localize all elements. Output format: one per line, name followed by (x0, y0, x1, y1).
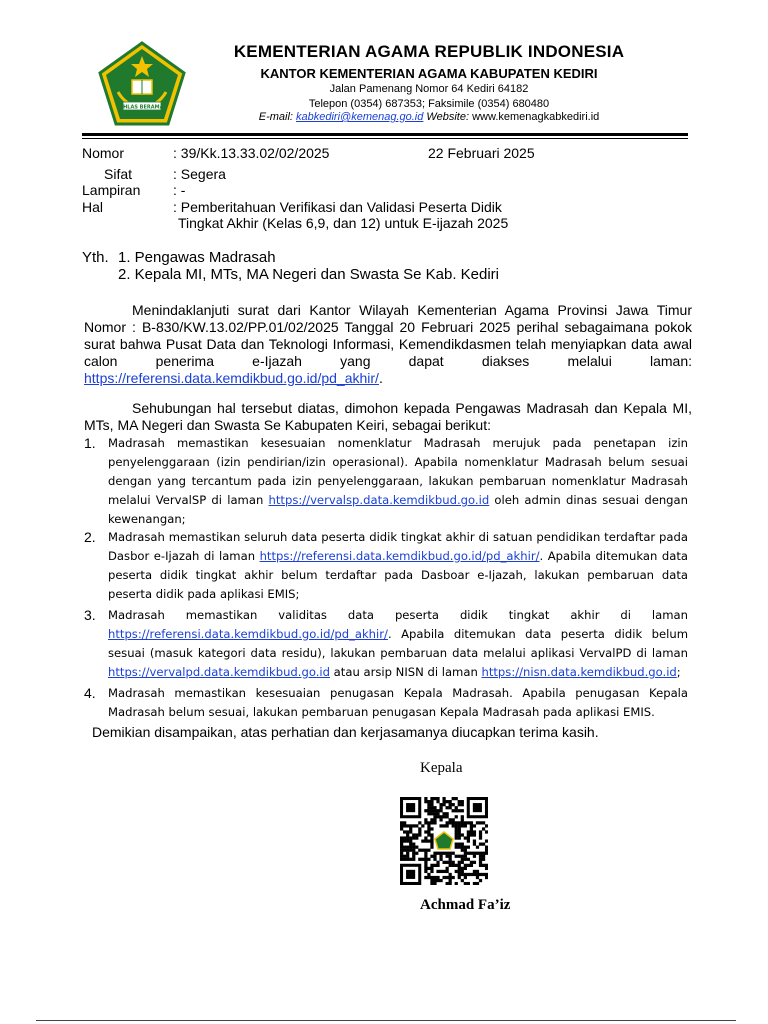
ministry-name: KEMENTERIAN AGAMA REPUBLIK INDONESIA (233, 42, 625, 61)
sifat-label: Sifat (104, 166, 133, 182)
meta-lampiran-row (82, 182, 692, 200)
list-item (84, 528, 688, 606)
header-divider-thick (82, 133, 688, 136)
list-text (108, 606, 688, 682)
header-divider-thin (82, 138, 688, 139)
list-text-c: atau arsip NISN di laman (330, 665, 482, 679)
list-text-b: oleh admin dinas sesuai dengan kewenangan; (108, 493, 688, 526)
referensi-link[interactable]: https://referensi.data.kemdikbud.go.id/pd_akhir/ (259, 549, 540, 563)
email-label: E-mail: (258, 111, 297, 123)
office-name: KANTOR KEMENTERIAN AGAMA KABUPATEN KEDIRI (260, 66, 598, 81)
list-number: 3. (84, 607, 96, 623)
hal-value-line2: Tingkat Akhir (Kelas 6,9, dan 12) untuk E-ijazah 2025 (178, 215, 509, 231)
closing-sentence: Demikian disampaikan, atas perhatian dan kerjasamanya diucapkan terima kasih. (92, 724, 599, 740)
list-text (108, 434, 688, 529)
list-number: 4. (84, 685, 96, 701)
list-text-b: . Apabila ditemukan data peserta didik belum sesuai (masuk kategori data residu), lakukan pembaruan data melalui aplikasi VervalPD di laman (108, 627, 688, 660)
list-item (84, 684, 688, 724)
website-text: www.kemenagkabkediri.id (472, 111, 600, 123)
referensi-link[interactable]: https://referensi.data.kemdikbud.go.id/pd_akhir/ (108, 627, 388, 641)
paragraph-2-text: Sehubungan hal tersebut diatas, dimohon kepada Pengawas Madrasah dan Kepala MI, MTs, MA Negeri dan Swasta Se Kabupaten Keiri, sebagai berikut: (84, 400, 692, 433)
lampiran-value: : - (173, 182, 186, 198)
vervalsp-link[interactable]: https://vervalsp.data.kemdikbud.go.id (268, 493, 490, 507)
list-item (84, 606, 688, 684)
vervalpd-link[interactable]: https://vervalpd.data.kemdikbud.go.id (108, 665, 330, 679)
meta-hal-row (82, 199, 692, 235)
list-text-a: Madrasah memastikan kesesuaian nomenklatur Madrasah merujuk pada penetapan izin penyelenggaraan (izin pendirian/izin operasional). Apabila nomenklatur Madrasah belum sesuai dengan yang tercantum pada izin penyelenggaraan, lakukan pembaruan nomenklatur Madrasah melalui VervalSP di laman (108, 436, 688, 507)
kemenag-logo (96, 40, 188, 128)
sifat-value: : Segera (173, 166, 226, 182)
paragraph-2 (84, 400, 692, 434)
paragraph-1-end: . (378, 370, 383, 386)
paragraph-1 (84, 302, 692, 387)
list-text-a: Madrasah memastikan kesesuaian penugasan Kepala Madrasah. Apabila penugasan Kepala Madrasah belum sesuai, lakukan pembaruan penugasan Kepala Madrasah pada aplikasi EMIS. (108, 686, 688, 719)
hal-value-line1: : Pemberitahuan Verifikasi dan Validasi Peserta Didik (173, 199, 502, 215)
list-text-b: . Apabila ditemukan data peserta didik tingkat akhir belum terdaftar pada Dasboar e-Ijazah, lakukan pembaruan data peserta didik pada aplikasi EMIS; (108, 549, 688, 601)
recipient-2: 2. Kepala MI, MTs, MA Negeri dan Swasta Se Kab. Kediri (118, 266, 500, 283)
signature-title: Kepala (420, 760, 463, 776)
recipients-prefix: Yth. (82, 249, 109, 266)
list-text-a: Madrasah memastikan seluruh data peserta didik tingkat akhir di satuan pendidikan terdaftar pada Dasbor e-Ijazah di laman (108, 530, 688, 563)
hal-label: Hal (82, 199, 104, 215)
lampiran-label: Lampiran (82, 182, 141, 198)
signatory-name: Achmad Fa’iz (420, 897, 511, 913)
website-label: Website: (423, 111, 473, 123)
nomor-value: : 39/Kk.13.33.02/02/2025 (173, 145, 330, 161)
list-text (108, 528, 688, 604)
recipient-1: 1. Pengawas Madrasah (118, 249, 276, 266)
qr-code-signature (400, 797, 488, 885)
paragraph-1-text: Menindaklanjuti surat dari Kantor Wilayah Kementerian Agama Provinsi Jawa Timur Nomor : B-830/KW.13.02/PP.01/02/2025 Tanggal 20 Februari 2025 perihal sebagaimana pokok surat bahwa Pusat Data dan Teknologi Informasi, Kemendikdasmen telah menyiapkan data awal calon penerima e-Ijazah yang dapat diakses melalui laman: (84, 302, 692, 369)
list-text-d: ; (676, 665, 681, 679)
meta-nomor-row (82, 145, 692, 163)
paragraph-1-link[interactable]: https://referensi.data.kemdikbud.go.id/pd_akhir/ (84, 370, 379, 386)
page-bottom-edge (36, 1020, 736, 1021)
nisn-link[interactable]: https://nisn.data.kemdikbud.go.id (481, 665, 677, 679)
letter-date: 22 Februari 2025 (428, 145, 535, 161)
list-number: 2. (84, 529, 96, 545)
office-phone: Telepon (0354) 687353; Faksimile (0354) 680480 (308, 98, 550, 110)
list-text (108, 684, 688, 722)
office-contact (204, 111, 654, 123)
nomor-label: Nomor (82, 145, 125, 161)
list-number: 1. (84, 435, 96, 451)
list-text-a: Madrasah memastikan validitas data peserta didik tingkat akhir di laman (108, 608, 688, 622)
list-item (84, 434, 688, 530)
logo-motto: IKHLAS BERAMAL (117, 104, 167, 111)
office-address: Jalan Pamenang Nomor 64 Kediri 64182 (329, 83, 529, 95)
email-link[interactable]: kabkediri@kemenag.go.id (296, 111, 424, 123)
